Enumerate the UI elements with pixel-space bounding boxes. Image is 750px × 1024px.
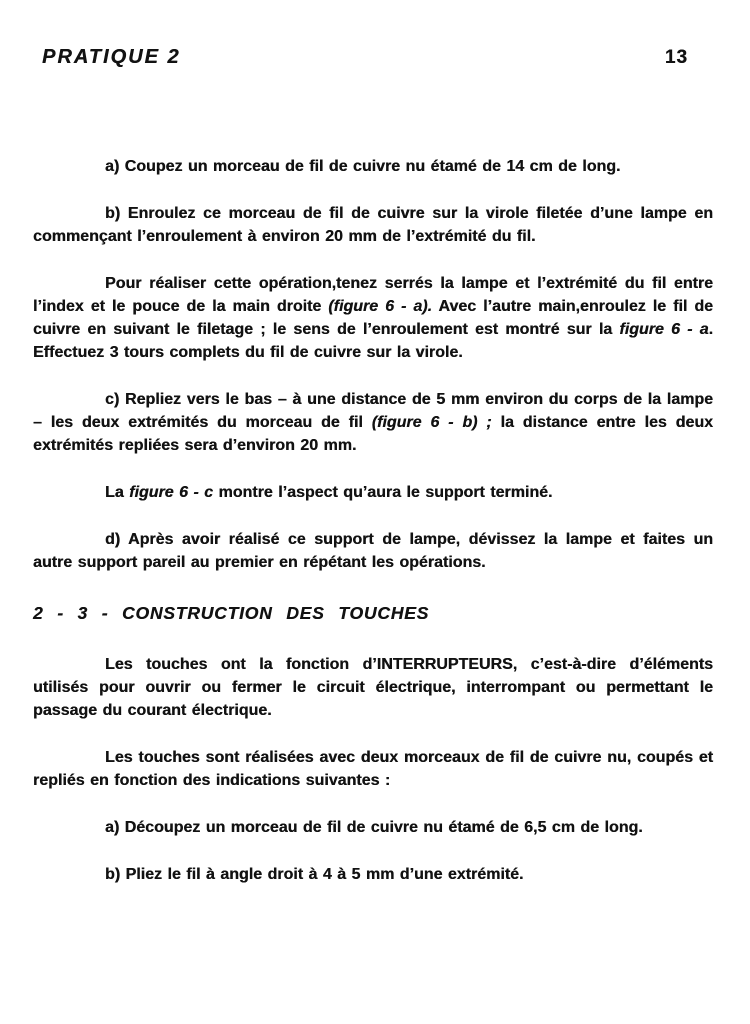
paragraph bbox=[33, 388, 713, 457]
paragraph bbox=[33, 155, 713, 178]
text-run: Avec l’autre main,enroulez le fil de cuivre en suivant le filetage ; le sens de l’enroulement est montré sur la bbox=[33, 298, 713, 338]
running-title: PRATIQUE 2 bbox=[42, 46, 181, 68]
text-run: Pour réaliser cette opération,tenez serrés la lampe et l’extrémité du fil entre l’index et le pouce de la main droite bbox=[33, 275, 713, 315]
text-run: d) Après avoir réalisé ce support de lampe, dévissez la lampe et faites un autre support pareil au premier en répétant les opérations. bbox=[33, 531, 713, 571]
text-run: 2 - 3 - CONSTRUCTION DES TOUCHES bbox=[33, 603, 430, 623]
paragraph bbox=[33, 528, 713, 574]
paragraph bbox=[33, 481, 713, 504]
text-run: Les touches ont la fonction d’INTERRUPTEURS, c’est-à-dire d’éléments utilisés pour ouvrir ou fermer le circuit électrique, interrompant ou permettant le passage du courant électrique. bbox=[33, 656, 713, 719]
text-run: b) Pliez le fil à angle droit à 4 à 5 mm d’une extrémité. bbox=[105, 866, 524, 883]
text-run: a) Coupez un morceau de fil de cuivre nu étamé de 14 cm de long. bbox=[105, 158, 621, 175]
page-header bbox=[33, 46, 713, 69]
paragraph bbox=[33, 746, 713, 792]
text-run: . Effectuez 3 tours complets du fil de cuivre sur la virole. bbox=[33, 321, 714, 361]
paragraph bbox=[33, 202, 713, 248]
text-run: b) Enroulez ce morceau de fil de cuivre sur la virole filetée d’une lampe en commençant l’enroulement à environ 20 mm de l’extrémité du fil. bbox=[33, 205, 713, 245]
figure-reference: figure 6 - c bbox=[129, 484, 214, 501]
text-run: a) Découpez un morceau de fil de cuivre nu étamé de 6,5 cm de long. bbox=[105, 819, 643, 836]
section-heading bbox=[33, 602, 713, 625]
paragraph bbox=[33, 653, 713, 722]
page-number: 13 bbox=[664, 47, 688, 68]
paragraph bbox=[33, 816, 713, 839]
figure-reference: (figure 6 - a). bbox=[328, 298, 433, 315]
text-run: Les touches sont réalisées avec deux morceaux de fil de cuivre nu, coupés et repliés en fonction des indications suivantes : bbox=[33, 749, 713, 789]
figure-reference: figure 6 - a bbox=[619, 321, 709, 338]
text-run: montre l’aspect qu’aura le support terminé. bbox=[213, 484, 553, 501]
text-run: c) Repliez vers le bas – à une distance de 5 mm environ du corps de la lampe – les deux extrémités du morceau de fil bbox=[33, 391, 713, 431]
text-run: la distance entre les deux extrémités repliées sera d’environ 20 mm. bbox=[33, 414, 713, 454]
content-blocks bbox=[33, 155, 713, 886]
figure-reference: (figure 6 - b) ; bbox=[371, 414, 492, 431]
paragraph bbox=[33, 863, 713, 886]
text-run: La bbox=[105, 484, 130, 501]
paragraph bbox=[33, 272, 713, 364]
